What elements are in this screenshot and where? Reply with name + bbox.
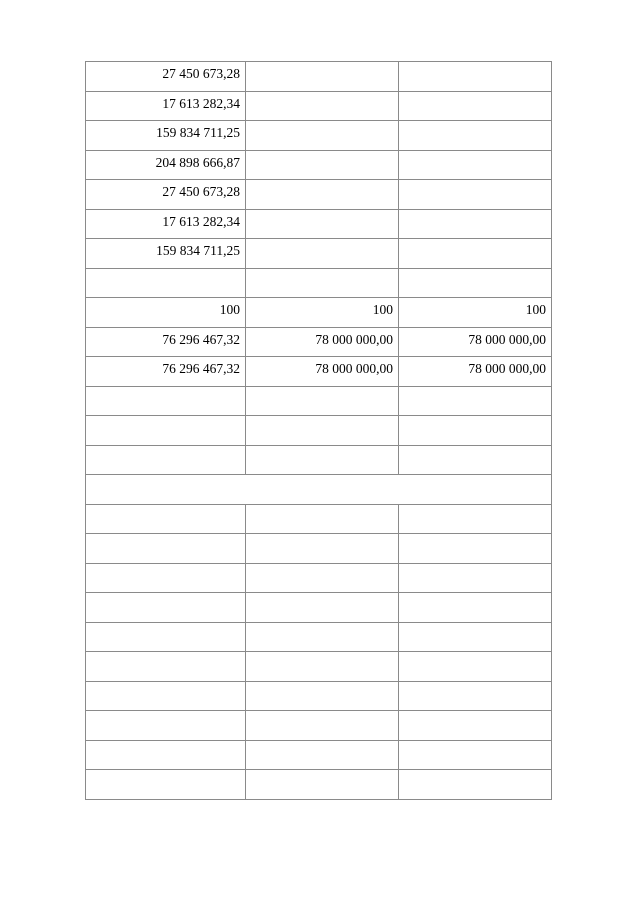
table-row (86, 416, 552, 446)
table-cell (399, 504, 552, 534)
table-row (86, 504, 552, 534)
table-cell (399, 740, 552, 770)
table-cell: 100 (246, 298, 399, 328)
table-cell (399, 209, 552, 239)
table-cell (399, 534, 552, 564)
table-cell (399, 386, 552, 416)
table-row (86, 770, 552, 800)
table-cell: 17 613 282,34 (86, 209, 246, 239)
table-cell (86, 711, 246, 741)
table-cell: 100 (86, 298, 246, 328)
table-cell (86, 740, 246, 770)
table-cell (86, 268, 246, 298)
table-row (86, 563, 552, 593)
table-cell (246, 504, 399, 534)
table-cell (246, 622, 399, 652)
table-cell (246, 268, 399, 298)
table-cell (246, 445, 399, 475)
table-cell (86, 622, 246, 652)
table-cell (86, 652, 246, 682)
table-cell (246, 534, 399, 564)
table-cell (399, 62, 552, 92)
table-cell (399, 770, 552, 800)
table-cell (246, 386, 399, 416)
table-cell (246, 150, 399, 180)
table-row (86, 121, 552, 151)
table-cell: 27 450 673,28 (86, 180, 246, 210)
table-cell (86, 593, 246, 623)
table-cell (399, 239, 552, 269)
table-cell (399, 150, 552, 180)
table-row (86, 239, 552, 269)
table-row (86, 357, 552, 387)
table-row (86, 534, 552, 564)
table-cell (246, 416, 399, 446)
table-cell: 78 000 000,00 (399, 327, 552, 357)
table-cell: 17 613 282,34 (86, 91, 246, 121)
table-cell (246, 62, 399, 92)
table-row (86, 622, 552, 652)
table-row (86, 150, 552, 180)
table-cell (246, 652, 399, 682)
table-cell (246, 681, 399, 711)
table-row (86, 91, 552, 121)
table-cell (246, 711, 399, 741)
table-cell (86, 534, 246, 564)
table-cell: 204 898 666,87 (86, 150, 246, 180)
table-cell (399, 652, 552, 682)
table-body (86, 62, 552, 800)
table-cell (86, 386, 246, 416)
table-cell: 159 834 711,25 (86, 239, 246, 269)
table-cell (86, 504, 246, 534)
table-cell (86, 416, 246, 446)
table-cell (399, 681, 552, 711)
table-cell-merged (86, 475, 552, 505)
table-cell (246, 180, 399, 210)
table-cell (399, 563, 552, 593)
table-cell: 76 296 467,32 (86, 327, 246, 357)
table-cell: 159 834 711,25 (86, 121, 246, 151)
table-cell (246, 209, 399, 239)
table-cell (399, 268, 552, 298)
table-row (86, 209, 552, 239)
table-cell (246, 770, 399, 800)
table-row (86, 593, 552, 623)
table-cell (246, 239, 399, 269)
table-cell: 78 000 000,00 (399, 357, 552, 387)
table-cell (246, 740, 399, 770)
table-row (86, 475, 552, 505)
table-cell (86, 770, 246, 800)
table-row (86, 298, 552, 328)
table-cell (399, 121, 552, 151)
table-row (86, 740, 552, 770)
table-cell: 76 296 467,32 (86, 357, 246, 387)
table-cell (246, 593, 399, 623)
table-cell: 78 000 000,00 (246, 357, 399, 387)
table-cell: 78 000 000,00 (246, 327, 399, 357)
table-cell: 100 (399, 298, 552, 328)
table-cell: 27 450 673,28 (86, 62, 246, 92)
data-table (85, 61, 552, 800)
table-row (86, 652, 552, 682)
table-cell (246, 121, 399, 151)
table-cell (399, 180, 552, 210)
table-cell (399, 91, 552, 121)
table-cell (246, 91, 399, 121)
table-row (86, 386, 552, 416)
table-row (86, 268, 552, 298)
table-row (86, 327, 552, 357)
table-cell (86, 445, 246, 475)
table-cell (399, 593, 552, 623)
table-row (86, 711, 552, 741)
table-cell (399, 622, 552, 652)
table-row (86, 180, 552, 210)
table-row (86, 445, 552, 475)
table-cell (86, 563, 246, 593)
table-cell (399, 711, 552, 741)
table-cell (246, 563, 399, 593)
table-cell (399, 416, 552, 446)
table-cell (86, 681, 246, 711)
table-row (86, 62, 552, 92)
table-row (86, 681, 552, 711)
table-cell (399, 445, 552, 475)
